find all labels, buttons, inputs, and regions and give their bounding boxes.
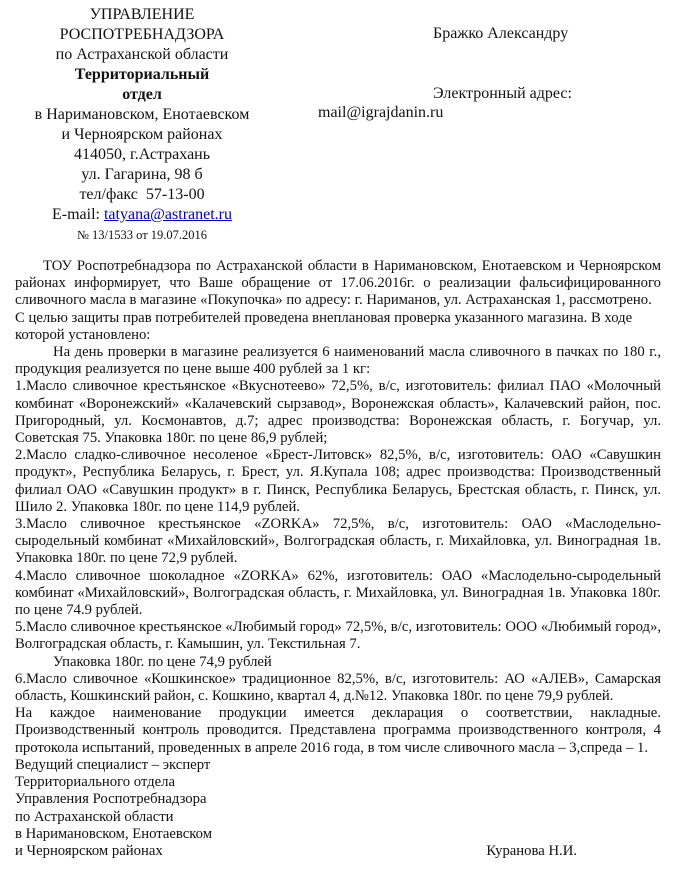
conclusion-paragraph: На каждое наименование продукции имеется декларация о соответствии, накладные. Производственный контроль проводится. Представлена программа производственного контроля, 4 протокола испытаний, проведенных в апреле 2016 года, в том числе сливочного масла – 3,спреда – 1.	[15, 705, 661, 756]
findings-paragraph: На день проверки в магазине реализуется 6 наименований масла сливочного в пачках по 180 г., продукция реализуется по цене выше 400 рублей за 1 кг:	[15, 344, 661, 378]
signature-title-line: Управления Роспотребнадзора	[15, 791, 207, 808]
org-region-line: по Астраханской области	[55, 46, 229, 63]
signature-title-last-line: и Черноярском районах	[15, 842, 163, 859]
product-item-5: 5.Масло сливочное крестьянское «Любимый город» 72,5%, в/с, изготовитель: ООО «Любимый город», Волгоградская область, г. Камышин, ул. Текстильная 7.	[15, 619, 661, 653]
org-name-line: РОСПОТРЕБНАДЗОРА	[59, 26, 225, 43]
signature-block	[15, 757, 661, 860]
product-item-3: 3.Масло сливочное крестьянское «ZORKA» 72,5%, в/с, изготовитель: ОАО «Маслодельно-сыродельный комбинат «Михайловский», Волгоградская область, г. Михайловка, ул. Виноградная 1в. Упаковка 180г. по цене 72,9 рублей.	[15, 516, 661, 567]
recipient-email: mail@igrajdanin.ru	[318, 104, 444, 121]
product-item-5-price-note: Упаковка 180г. по цене 74,9 рублей	[53, 653, 272, 670]
sender-email-link[interactable]: tatyana@astranet.ru	[103, 206, 232, 223]
dept-name-line: отдел	[122, 86, 162, 103]
purpose-paragraph: С целью защиты прав потребителей проведена внеплановая проверка указанного магазина. В ходе которой установлено:	[15, 309, 633, 343]
signature-title-line: Ведущий специалист – эксперт	[15, 756, 211, 773]
recipient-email-label: Электронный адрес:	[433, 85, 572, 102]
sender-postal-line: 414050, г.Астрахань	[73, 146, 211, 163]
sender-email-line	[6, 205, 278, 225]
recipient-name: Бражко Александру	[433, 25, 569, 42]
intro-paragraph: ТОУ Роспотребнадзора по Астраханской области в Наримановском, Енотаевском и Черноярском районах информирует, что Ваше обращение от 17.06.2016г. о реализации фальсифицированного сливочного масла в магазине «Покупочка» по адресу: г. Нариманов, ул. Астраханская 1, рассмотрено.	[15, 258, 661, 309]
signature-final-row	[15, 843, 661, 860]
letter-body	[15, 258, 661, 860]
product-item-1: 1.Масло сливочное крестьянское «Вкуснотеево» 72,5%, в/с, изготовитель: филиал ПАО «Молочный комбинат «Воронежский» «Калачевский сырзавод», Воронежская область», Калачевский район, пос. Пригородный, ул. Космонавтов, д.7; адрес производства: Воронежская область, г. Богучар, ул. Советская 75. Упаковка 180г. по цене 86,9 рублей;	[15, 378, 661, 447]
sender-header-block	[6, 5, 278, 243]
product-item-4: 4.Масло сливочное шоколадное «ZORKA» 62%, изготовитель: ОАО «Маслодельно-сыродельный комбинат «Михайловский», Волгоградская область, г. Михайловка, ул. Виноградная 1в. Упаковка 180г. по цене 74.9 рублей.	[15, 567, 661, 619]
sender-phone-line: тел/факс 57-13-00	[79, 186, 205, 203]
sender-address-line: в Наримановском, Енотаевском	[34, 106, 250, 123]
signature-title-line: по Астраханской области	[15, 808, 174, 825]
dept-name-line: Территориальный	[74, 66, 210, 83]
signer-name: Куранова Н.И.	[486, 842, 577, 859]
product-item-6: 6.Масло сливочное «Кошкинское» традиционное 82,5%, в/с, изготовитель: АО «АЛЕВ», Самарская область, Кошкинский район, с. Кошкино, квартал 4, д.№12. Упаковка 180г. по цене 79,9 рублей.	[15, 670, 661, 705]
letter-reference-number: № 13/1533 от 19.07.2016	[76, 228, 208, 242]
signature-title-line: Территориального отдела	[15, 774, 176, 791]
sender-address-line: и Черноярском районах	[61, 126, 223, 143]
sender-street-line: ул. Гагарина, 98 б	[81, 166, 203, 183]
email-label: E-mail:	[52, 206, 104, 223]
org-name-line: УПРАВЛЕНИЕ	[89, 6, 195, 23]
product-item-2: 2.Масло сладко-сливочное несоленое «Брест-Литовск» 82,5%, в/с, изготовитель: ОАО «Савушкин продукт», Республика Беларусь, г. Брест, ул. Я.Купала 108; адрес производства: Производственный филиал ОАО «Савушкин продукт» в г. Пинск, Республика Беларусь, Брестская область, г. Пинск, ул. Шило 2. Упаковка 180г. по цене 114,9 рублей.	[15, 447, 661, 515]
signature-title-line: в Наримановском, Енотаевском	[15, 825, 213, 842]
